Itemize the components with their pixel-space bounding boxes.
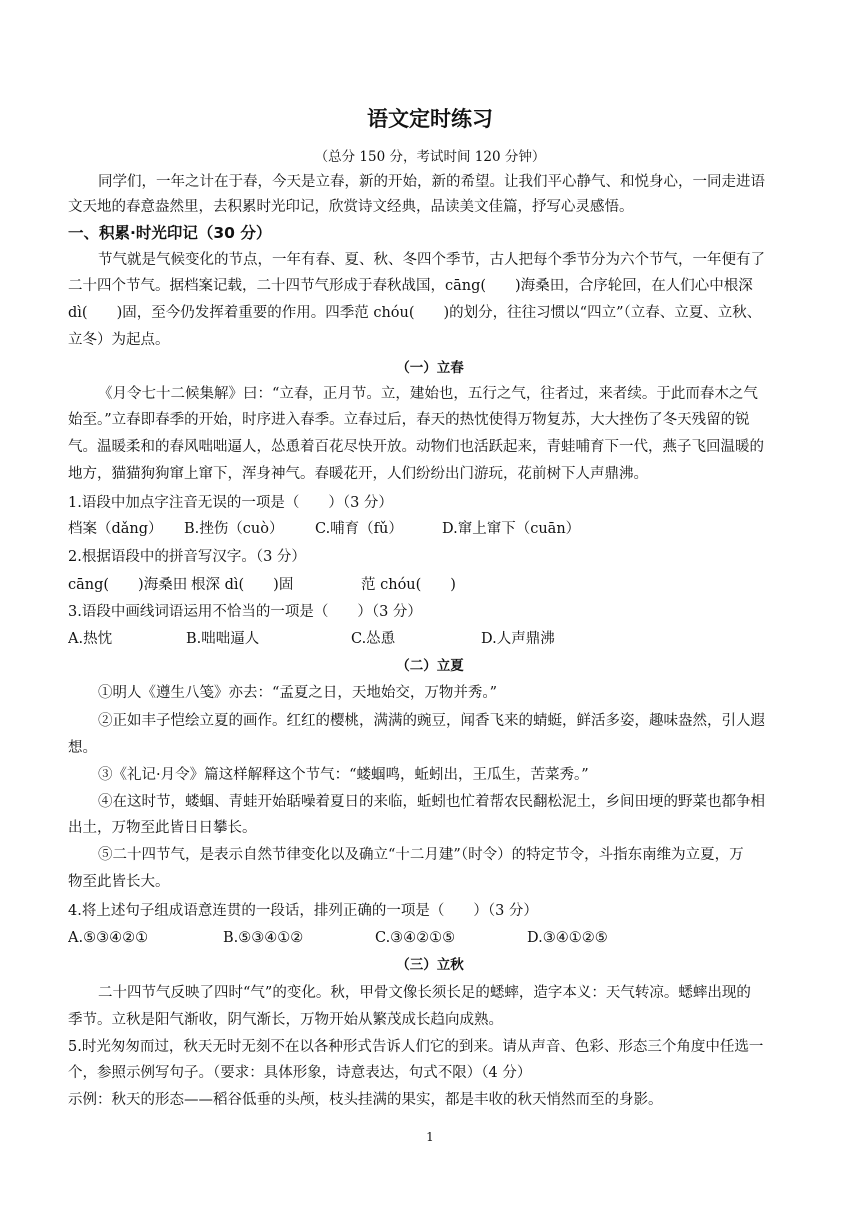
example-text: 示例：秋天的形态——稻谷低垂的头颅，枝头挂满的果实，都是丰收的秋天悄然而至的身影。 <box>68 1092 663 1108</box>
option-c: C.③④②①⑤ <box>375 930 456 946</box>
blank-1: cāng( )海桑田 <box>68 577 188 593</box>
passage-line: 节气就是气候变化的节点，一年有春、夏、秋、冬四个季节，古人把每个季节分为六个节气，一年便有了 <box>98 252 765 268</box>
section-heading: 一、积累·时光印记（30 分） <box>68 224 272 242</box>
question-options <box>68 519 794 539</box>
exam-info: （总分 150 分，考试时间 120 分钟） <box>314 149 546 165</box>
passage-line: 气。温暖柔和的春风咄咄逼人，怂恿着百花尽快开放。动物们也活跃起来，青蛙哺育下一代，燕子飞回温暖的 <box>68 439 764 455</box>
sentence-line: ①明人《遵生八笺》亦去：“孟夏之日，天地始交，万物并秀。” <box>98 685 498 701</box>
question-stem: 3.语段中画线词语运用不恰当的一项是（ ）（3 分） <box>68 604 422 620</box>
question-options <box>68 629 794 649</box>
question-stem: 个，参照示例写句子。（要求：具体形象，诗意表达，句式不限）（4 分） <box>68 1065 532 1081</box>
subsection-heading: （二）立夏 <box>396 658 464 674</box>
question-stem: 1.语段中加点字注音无误的一项是（ ）（3 分） <box>68 495 393 511</box>
sentence-line: ③《礼记·月令》篇这样解释这个节气：“蝼蝈鸣，蚯蚓出，王瓜生，苦菜秀。” <box>98 767 589 783</box>
option-d: D.窜上窜下（cuān） <box>442 521 581 537</box>
option-d: D.人声鼎沸 <box>481 631 555 647</box>
sentence-line: 物至此皆长大。 <box>68 874 170 890</box>
question-stem: 4.将上述句子组成语意连贯的一段话，排列正确的一项是（ ）（3 分） <box>68 903 538 919</box>
passage-line: dì( )固，至今仍发挥着重要的作用。四季范 chóu( )的划分，往往习惯以“四立”（立春、立夏、立秋、 <box>68 305 762 321</box>
option-c: C.怂恿 <box>351 631 396 647</box>
blank-3: 范 chóu( ) <box>361 577 456 593</box>
sentence-line: ⑤二十四节气，是表示自然节律变化以及确立“十二月建”（时令）的特定节令，斗指东南维为立夏，万 <box>98 847 744 863</box>
sentence-line: ④在这时节，蝼蝈、青蛙开始聒噪着夏日的来临，蚯蚓也忙着帮农民翻松泥土，乡间田埂的野菜也都争相 <box>98 794 765 810</box>
option-d: D.③④①②⑤ <box>527 930 608 946</box>
passage-line: 始至。”立春即春季的开始，时序进入春季。立春过后，春天的热忱使得万物复苏，大大挫伤了冬天残留的锐 <box>68 412 750 428</box>
option-a: 档案（dǎng） <box>68 521 163 537</box>
blank-2: 根深 dì( )固 <box>191 577 294 593</box>
subsection-heading: （一）立春 <box>396 360 464 376</box>
sentence-line: 想。 <box>68 740 97 756</box>
page-number: 1 <box>426 1130 434 1144</box>
question-stem: 5.时光匆匆而过，秋天无时无刻不在以各种形式告诉人们它的到来。请从声音、色彩、形态三个角度中任选一 <box>68 1039 764 1055</box>
option-b: B.挫伤（cuò） <box>184 521 284 537</box>
passage-line: 地方，猫猫狗狗窜上窜下，浑身神气。春暖花开，人们纷纷出门游玩，花前树下人声鼎沸。 <box>68 466 648 482</box>
sentence-line: 出土，万物至此皆日日攀长。 <box>68 820 257 836</box>
passage-line: 《月令七十二候集解》曰：“立春，正月节。立，建始也，五行之气，往者过，来者续。于此而春木之气 <box>98 386 758 402</box>
option-a: A.热忱 <box>68 631 113 647</box>
passage-line: 二十四节气反映了四时“气”的变化。秋，甲骨文像长须长足的蟋蟀，造字本义：天气转凉。蟋蟀出现的 <box>98 985 751 1001</box>
option-b: B.⑤③④①② <box>223 930 304 946</box>
passage-line: 二十四个节气。据档案记载，二十四节气形成于春秋战国，cāng( )海桑田，合序轮回，在人们心中根深 <box>68 278 753 294</box>
intro-line: 同学们，一年之计在于春，今天是立春，新的开始，新的希望。让我们平心静气、和悦身心，一同走进语 <box>98 174 765 190</box>
option-b: B.咄咄逼人 <box>186 631 260 647</box>
passage-line: 立冬）为起点。 <box>68 332 170 348</box>
intro-line: 文天地的春意盎然里，去积累时光印记，欣赏诗文经典，品读美文佳篇，抒写心灵感悟。 <box>68 199 634 215</box>
question-options <box>68 575 794 595</box>
subsection-heading: （三）立秋 <box>396 957 464 973</box>
question-stem: 2.根据语段中的拼音写汉字。（3 分） <box>68 549 306 565</box>
sentence-line: ②正如丰子恺绘立夏的画作。红红的樱桃，满满的豌豆，闻香飞来的蜻蜓，鲜活多姿，趣味盎然，引人遐 <box>98 713 765 729</box>
page-title: 语文定时练习 <box>367 107 493 131</box>
option-c: C.哺育（fǔ） <box>315 521 403 537</box>
option-a: A.⑤③④②① <box>68 930 149 946</box>
passage-line: 季节。立秋是阳气渐收，阴气渐长，万物开始从繁茂成长趋向成熟。 <box>68 1012 503 1028</box>
question-options <box>68 928 794 948</box>
